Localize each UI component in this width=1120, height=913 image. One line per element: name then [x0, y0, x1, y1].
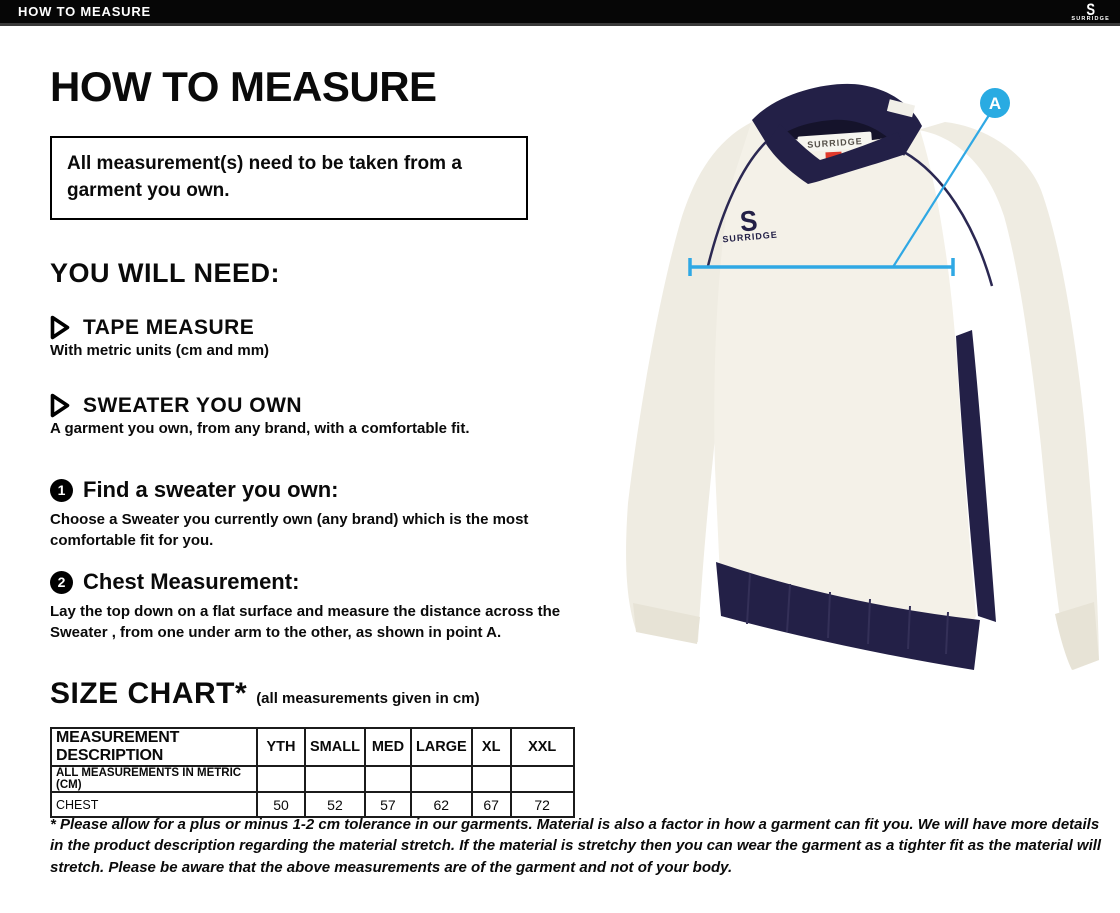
need-item-sweater: [50, 393, 625, 437]
need-item-description: With metric units (cm and mm): [50, 342, 270, 360]
table-cell: [511, 766, 574, 792]
need-item-title: TAPE MEASURE: [83, 315, 255, 339]
table-cell: [257, 766, 305, 792]
size-chart-table: [50, 727, 575, 818]
table-cell: [472, 766, 511, 792]
column-header: SMALL: [305, 728, 365, 766]
step-1: [50, 477, 625, 551]
table-cell: [305, 766, 365, 792]
row-label: ALL MEASUREMENTS IN METRIC (CM): [51, 766, 257, 792]
size-chart-title: SIZE CHART*: [50, 677, 248, 711]
column-header: XL: [472, 728, 511, 766]
step-number-badge: 2: [50, 571, 73, 594]
column-header: LARGE: [411, 728, 472, 766]
point-a-label: A: [988, 94, 1002, 113]
column-header: XXL: [511, 728, 574, 766]
table-cell: 57: [365, 792, 411, 817]
sweater-body: [714, 91, 976, 650]
instructions-column: [50, 50, 625, 818]
svg-text:SURRIDGE: SURRIDGE: [806, 136, 863, 150]
page-title: HOW TO MEASURE: [50, 63, 437, 110]
need-item-title: SWEATER YOU OWN: [83, 393, 303, 417]
step-description: Lay the top down on a flat surface and measure the distance across the Sweater , from one under arm to the other, as shown in point A.: [50, 603, 561, 642]
step-title: Find a sweater you own:: [83, 477, 339, 503]
column-header: YTH: [257, 728, 305, 766]
triangle-bullet-icon: [50, 315, 70, 340]
table-cell: 67: [472, 792, 511, 817]
column-header: MEASUREMENT DESCRIPTION: [51, 728, 257, 766]
row-label: CHEST: [51, 792, 257, 817]
table-cell: 52: [305, 792, 365, 817]
sweater-illustration: [600, 68, 1100, 713]
size-chart-heading-row: [50, 677, 625, 711]
top-bar: [0, 0, 1120, 26]
svg-text:SURRIDGE: SURRIDGE: [722, 229, 779, 245]
sweater-product-image: [600, 68, 1100, 713]
table-cell: 72: [511, 792, 574, 817]
step-number-badge: 1: [50, 479, 73, 502]
step-2: [50, 569, 625, 643]
need-item-tape-measure: [50, 315, 625, 359]
table-cell: [411, 766, 472, 792]
size-chart-subtitle: (all measurements given in cm): [256, 690, 480, 708]
surridge-wordmark: SURRIDGE: [1071, 15, 1110, 22]
need-item-description: A garment you own, from any brand, with a comfortable fit.: [50, 420, 470, 438]
tolerance-disclaimer: * Please allow for a plus or minus 1-2 cm tolerance in our garments. Material is also a factor in how a garment can fit you. We will have more details in the product description regarding the material stretch. If the material is stretchy then you can wear the garment as a tighter fit as the material will stretch. Please be aware that the above measurements are of the garment and not of your body.: [50, 816, 1102, 876]
surridge-s-icon: S: [1086, 0, 1096, 19]
triangle-bullet-icon: [50, 393, 70, 418]
sweater-right-cuff: [1055, 602, 1099, 670]
svg-text:S: S: [738, 203, 759, 238]
top-bar-title: HOW TO MEASURE: [18, 4, 152, 19]
column-header: MED: [365, 728, 411, 766]
table-cell: 50: [257, 792, 305, 817]
step-description: Choose a Sweater you currently own (any brand) which is the most comfortable fit for you.: [50, 511, 529, 550]
you-will-need-heading: YOU WILL NEED:: [50, 258, 281, 289]
surridge-logo: [1071, 0, 1110, 23]
table-cell: 62: [411, 792, 472, 817]
notice-box: All measurement(s) need to be taken from a garment you own.: [50, 136, 528, 220]
step-title: Chest Measurement:: [83, 569, 300, 595]
table-header-row: [51, 728, 574, 766]
table-cell: [365, 766, 411, 792]
table-row: [51, 766, 574, 792]
